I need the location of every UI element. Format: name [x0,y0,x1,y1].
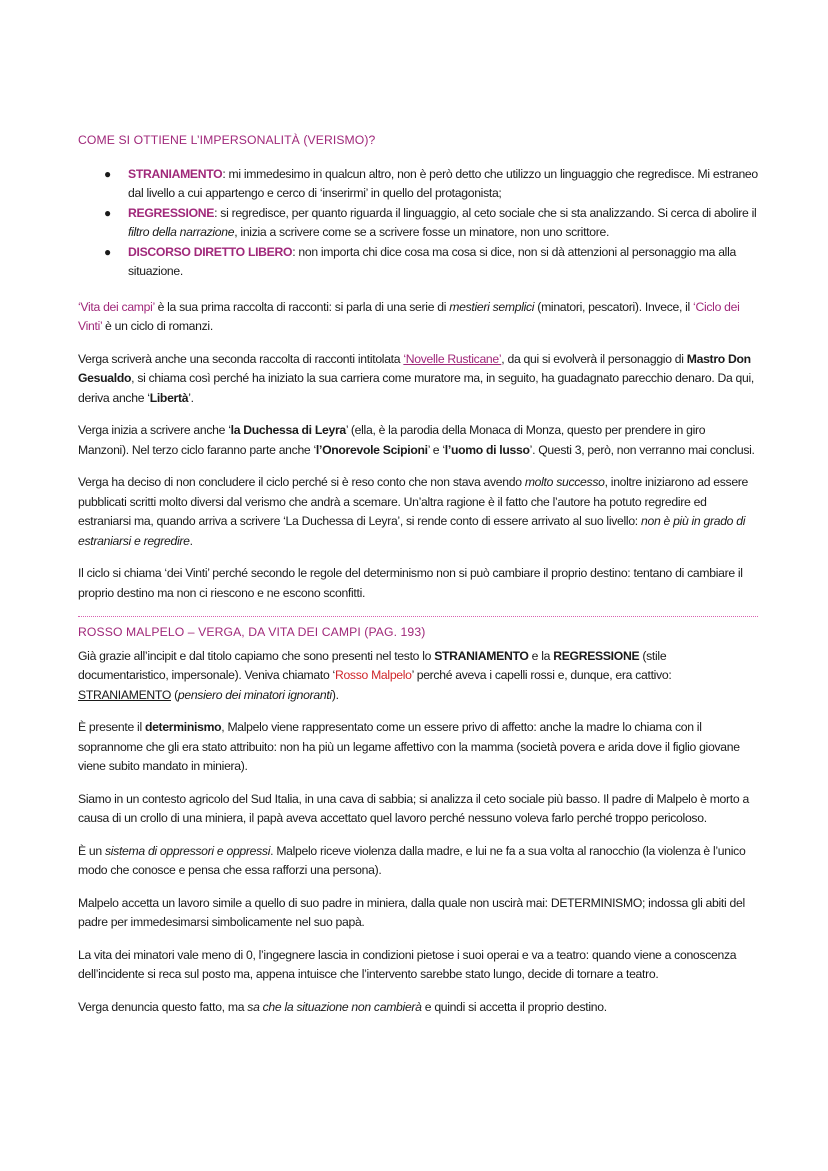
text-run: (minatori, pescatori). Invece, il [534,299,694,314]
text-run: ’ perché aveva i capelli rossi e, dunque, era cattivo: [411,668,672,682]
section-heading-impersonalita: COME SI OTTIENE L’IMPERSONALITÀ (VERISMO)? [78,133,376,147]
paragraph [78,473,758,551]
paragraph [78,647,758,706]
bullet-straniamento [104,165,758,204]
emphasized-text: ‘Novelle Rusticane’ [403,351,502,366]
emphasized-text: molto successo [524,475,605,489]
text-run: Verga denuncia questo fatto, ma [78,999,248,1014]
text-run: , Malpelo viene rappresentato come un essere privo di affetto: anche la madre lo chiama con il soprannome che gli era stato attribuito: non ha più un legame affettivo con la mamma (società povera e arida dove il figlio giovane viene subito mandato in miniera). [78,720,740,773]
emphasized-text: STRANIAMENTO [128,166,223,181]
paragraph [78,998,758,1018]
text-run: e la [528,648,554,663]
bullet-regressione [104,204,758,243]
emphasized-text: sistema di oppressori e oppressi [104,843,271,858]
emphasized-text: ‘Ciclo dei Vinti’ [78,299,740,333]
emphasized-text: sa che la situazione non cambierà [247,999,422,1014]
emphasized-text: l’uomo di lusso [444,442,530,457]
emphasized-text: REGRESSIONE [128,205,215,220]
emphasized-text: l’Onorevole Scipioni [315,442,428,457]
text-run: (stile documentaristico, impersonale). Veniva chiamato ‘ [78,648,667,682]
text-run: Già grazie all’incipit e dal titolo capiamo che sono presenti nel testo lo [78,648,435,663]
paragraph [78,790,758,829]
text-run: Siamo in un contesto agricolo del Sud Italia, in una cava di sabbia; si analizza il ceto sociale più basso. Il padre di Malpelo è morto a causa di un crollo di una miniera, il papà aveva accettato quel lavoro perché nessuno voleva farlo perché troppo pericoloso. [78,791,749,825]
emphasized-text: STRANIAMENTO [78,687,172,702]
text-run: La vita dei minatori vale meno di 0, l’ingegnere lascia in condizioni pietose i suoi operai e va a teatro: quando viene a conoscenza dell’incidente si reca sul posto ma, appena intuisce che l’intervento sarebbe stato lungo, decide di tornare a teatro. [78,947,737,981]
paragraph [78,894,758,933]
bullet-icon: ● [104,205,111,220]
paragraph [78,298,758,337]
text-run: ’. Questi 3, però, non verranno mai conclusi. [529,442,755,457]
emphasized-text: non è più in grado di estraniarsi e regredire [78,514,746,548]
text-run: , inizia a scrivere come se a scrivere fosse un minatore, non uno scrittore. [234,225,610,239]
paragraph [78,946,758,985]
text-run: ’ e ‘ [427,442,445,457]
text-run: ( [171,687,178,702]
text-run: Verga inizia a scrivere anche ‘ [78,423,231,437]
text-run: : non importa chi dice cosa ma cosa si dice, non si dà attenzioni al personaggio ma alla situazione. [128,244,736,278]
bullet-discorso-diretto [104,243,758,282]
emphasized-text: mestieri semplici [449,299,535,314]
text-run: . [189,533,193,548]
text-run: . Malpelo riceve violenza dalla madre, e lui ne fa a sua volta al ranocchio (la violenza è l’unico modo che conosce e pensa che essa rafforzi una persona). [78,843,746,877]
emphasized-text: filtro della narrazione [128,225,235,239]
text-run: ’. [188,390,194,405]
text-run: , da qui si evolverà il personaggio di [501,351,687,366]
text-run: , inoltre iniziarono ad essere pubblicati scritti molto diversi dal verismo che andrà a scemare. Un’altra ragione è il fatto che l’autore ha potuto regredire ed estraniarsi ma, quando arriva a scrivere ‘La Duchessa di Leyra’, si rende conto di essere arrivato al suo livello: [78,475,749,528]
paragraph [78,564,758,603]
bullet-icon: ● [104,244,111,259]
text-run: Verga ha deciso di non concludere il ciclo perché si è reso conto che non stava avendo [78,475,525,489]
paragraph [78,421,758,460]
emphasized-text: Libertà [149,390,189,405]
emphasized-text: STRANIAMENTO [434,648,529,663]
text-run: e quindi si accetta il proprio destino. [421,999,607,1014]
text-run: Verga scriverà anche una seconda raccolta di racconti intitolata [78,351,404,366]
paragraph [78,842,758,881]
text-run: è la sua prima raccolta di racconti: si parla di una serie di [154,299,450,314]
text-run: Malpelo accetta un lavoro simile a quello di suo padre in miniera, dalla quale non uscirà mai: DETERMINISMO; indossa gli abiti del padre per immedesimarsi simbolicamente nel suo papà. [78,895,745,929]
emphasized-text: determinismo [144,720,222,734]
text-run: , si chiama così perché ha iniziato la sua carriera come muratore ma, in seguito, ha guadagnato parecchio denaro. Da qui, deriva anche ‘ [78,371,755,405]
bullet-icon: ● [104,166,111,181]
text-run: Il ciclo si chiama ‘dei Vinti’ perché secondo le regole del determinismo non si può cambiare il proprio destino: tentano di cambiare il proprio destino ma non ci riescono e ne escono sconfitti. [78,566,743,600]
text-run: : si regredisce, per quanto riguarda il linguaggio, al ceto sociale che si sta analizzando. Si cerca di abolire il [214,205,757,220]
text-run: ’ (ella, è la parodia della Monaca di Monza, questo per prendere in giro Manzoni). Nel terzo ciclo faranno parte anche ‘ [78,423,706,457]
text-run: è un ciclo di romanzi. [101,319,213,333]
text-run: : mi immedesimo in qualcun altro, non è però detto che utilizzo un linguaggio che regredisce. Mi estraneo dal livello a cui appartengo e cerco di ‘inserirmi’ in quello del protagonista; [128,166,758,200]
text-run: ). [331,687,339,702]
section-heading-rosso-malpelo: ROSSO MALPELO – VERGA, DA VITA DEI CAMPI (PAG. 193) [78,625,426,639]
paragraph [78,350,758,409]
emphasized-text: Mastro Don Gesualdo [78,351,751,385]
paragraph [78,718,758,777]
text-run: È presente il [78,720,145,734]
text-run: È un [78,843,105,858]
emphasized-text: ‘Vita dei campi’ [78,299,155,314]
emphasized-text: DISCORSO DIRETTO LIBERO [128,244,293,259]
section-divider [78,616,758,617]
emphasized-text: Rosso Malpelo [334,668,412,682]
emphasized-text: pensiero dei minatori ignoranti [177,687,332,702]
emphasized-text: la Duchessa di Leyra [230,423,346,437]
emphasized-text: REGRESSIONE [553,648,640,663]
